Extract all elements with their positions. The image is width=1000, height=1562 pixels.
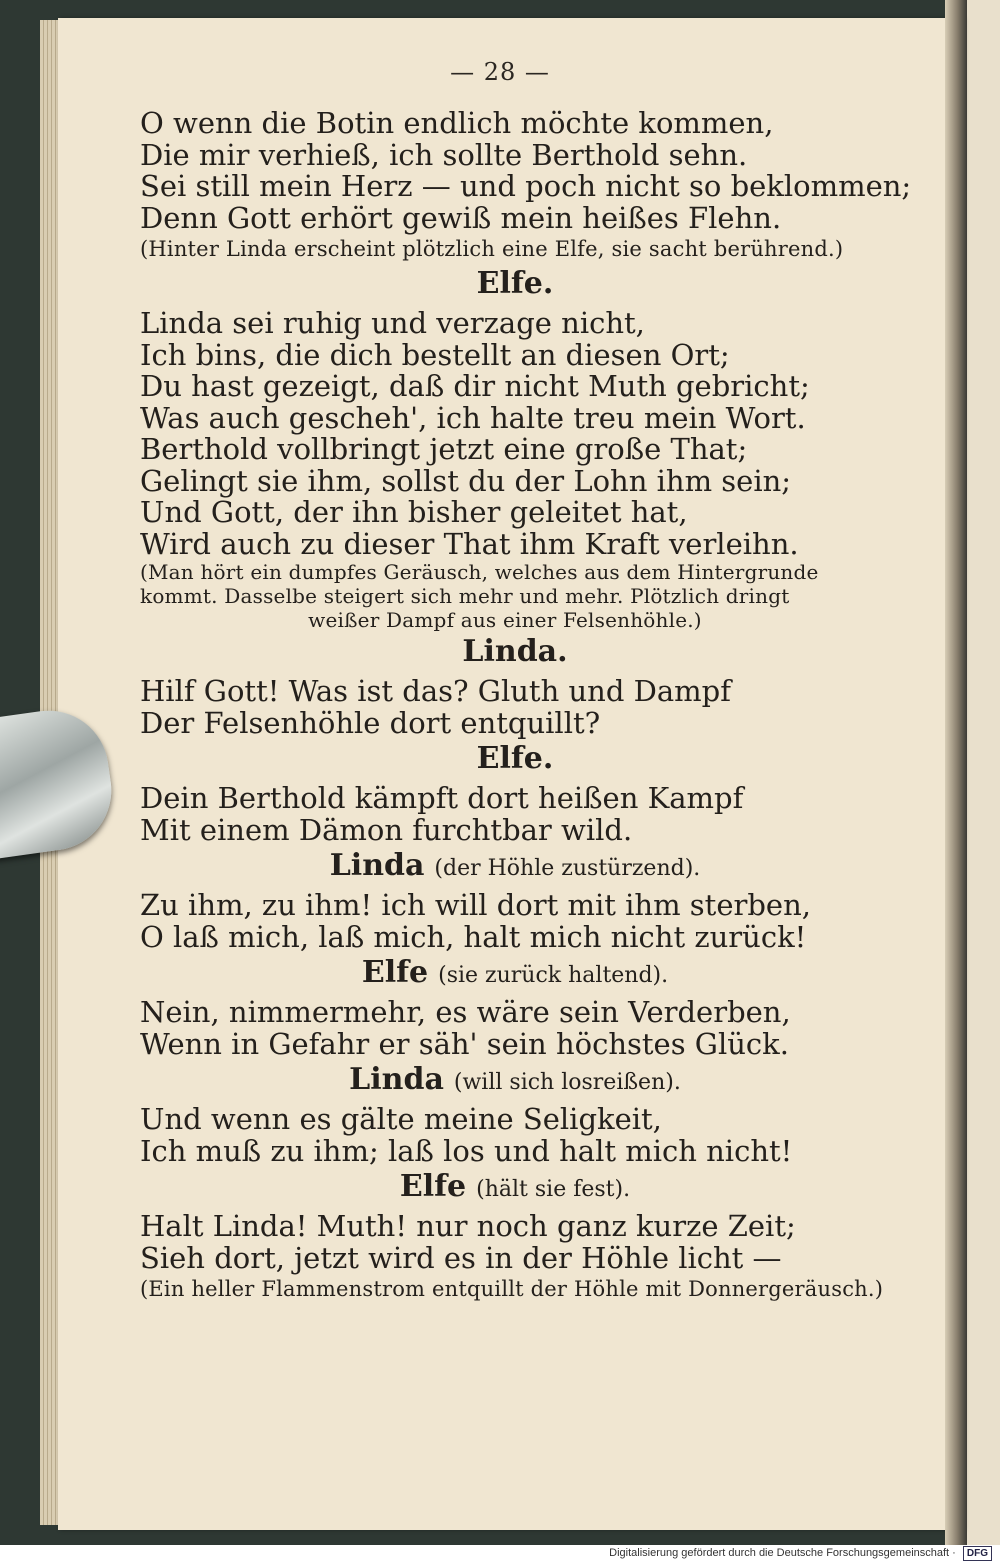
stage-direction: kommt. Dasselbe steigert sich mehr und mehr. Plötzlich dringt: [140, 584, 790, 608]
speaker-heading: [140, 953, 930, 997]
verse-line: Halt Linda! Muth! nur noch ganz kurze Zeit;: [140, 1209, 796, 1243]
speaker-heading: [140, 1060, 930, 1104]
speaker-name: Elfe: [399, 1169, 467, 1204]
verse-line: Die mir verhieß, ich sollte Berthold sehn.: [140, 137, 748, 172]
verse-line: Ich muß zu ihm; laß los und halt mich nicht!: [140, 1133, 793, 1168]
verse-line: Ich bins, die dich bestellt an diesen Ort;: [140, 337, 730, 372]
speaker-name: Elfe: [361, 955, 429, 990]
speaker-name: Elfe.: [476, 266, 554, 301]
verse-line: Sieh dort, jetzt wird es in der Höhle licht —: [140, 1240, 782, 1275]
verse-line: Und Gott, der ihn bisher geleitet hat,: [140, 495, 688, 529]
speaker-name: Linda: [349, 1062, 444, 1097]
verse-line: O wenn die Botin endlich möchte kommen,: [140, 106, 774, 140]
speaker-heading: [140, 846, 930, 890]
speaker-direction: (hält sie fest).: [476, 1177, 631, 1202]
verse-line: Wenn in Gefahr er säh' sein höchstes Glück.: [140, 1026, 789, 1061]
verse-line: Nein, nimmermehr, es wäre sein Verderben,: [140, 995, 791, 1029]
verse-line: O laß mich, laß mich, halt mich nicht zurück!: [140, 919, 807, 954]
speaker-direction: (sie zurück haltend).: [438, 963, 669, 988]
verse-line: Linda sei ruhig und verzage nicht,: [140, 306, 645, 340]
verse-line: Der Felsenhöhle dort entquillt?: [140, 705, 601, 740]
stage-direction: (Ein heller Flammenstrom entquillt der Höhle mit Donnergeräusch.): [140, 1277, 884, 1301]
verse-line: Zu ihm, zu ihm! ich will dort mit ihm sterben,: [140, 888, 811, 922]
verse-line: Gelingt sie ihm, sollst du der Lohn ihm sein;: [140, 463, 792, 498]
speaker-heading: [140, 264, 930, 308]
dfg-logo: DFG: [963, 1546, 992, 1561]
verse-line: Dein Berthold kämpft dort heißen Kampf: [140, 781, 744, 815]
stage-direction: (Man hört ein dumpfes Geräusch, welches aus dem Hintergrunde: [140, 560, 819, 584]
speaker-heading: [140, 632, 930, 676]
verse-line: Sei still mein Herz — und poch nicht so beklommen;: [140, 169, 912, 203]
verse-line: Was auch gescheh', ich halte treu mein Wort.: [140, 400, 806, 435]
play-text: [140, 108, 930, 1304]
stage-direction: (Hinter Linda erscheint plötzlich eine Elfe, sie sacht berührend.): [140, 237, 844, 261]
page-number: — 28 —: [450, 58, 550, 86]
stage-direction: weißer Dampf aus einer Felsenhöhle.): [308, 608, 702, 632]
speaker-heading: [140, 739, 930, 783]
verse-line: Hilf Gott! Was ist das? Gluth und Dampf: [140, 674, 731, 708]
speaker-name: Linda.: [462, 634, 568, 669]
verse-line: Berthold vollbringt jetzt eine große That;: [140, 432, 748, 466]
speaker-name: Elfe.: [476, 741, 554, 776]
footer-text: Digitalisierung gefördert durch die Deutsche Forschungsgemeinschaft ·: [609, 1547, 956, 1559]
verse-line: Und wenn es gälte meine Seligkeit,: [140, 1102, 662, 1136]
verse-line: Mit einem Dämon furchtbar wild.: [140, 812, 633, 847]
speaker-direction: (will sich losreißen).: [453, 1070, 681, 1095]
verse-line: Denn Gott erhört gewiß mein heißes Flehn.: [140, 200, 782, 235]
speaker-name: Linda: [329, 848, 425, 883]
book-gutter: [945, 0, 967, 1545]
speaker-direction: (der Höhle zustürzend).: [434, 856, 701, 881]
speaker-heading: [140, 1167, 930, 1211]
verse-line: Du hast gezeigt, daß dir nicht Muth gebricht;: [140, 369, 810, 403]
footer-credit: [609, 1545, 992, 1562]
verse-line: Wird auch zu dieser That ihm Kraft verleihn.: [140, 526, 799, 561]
